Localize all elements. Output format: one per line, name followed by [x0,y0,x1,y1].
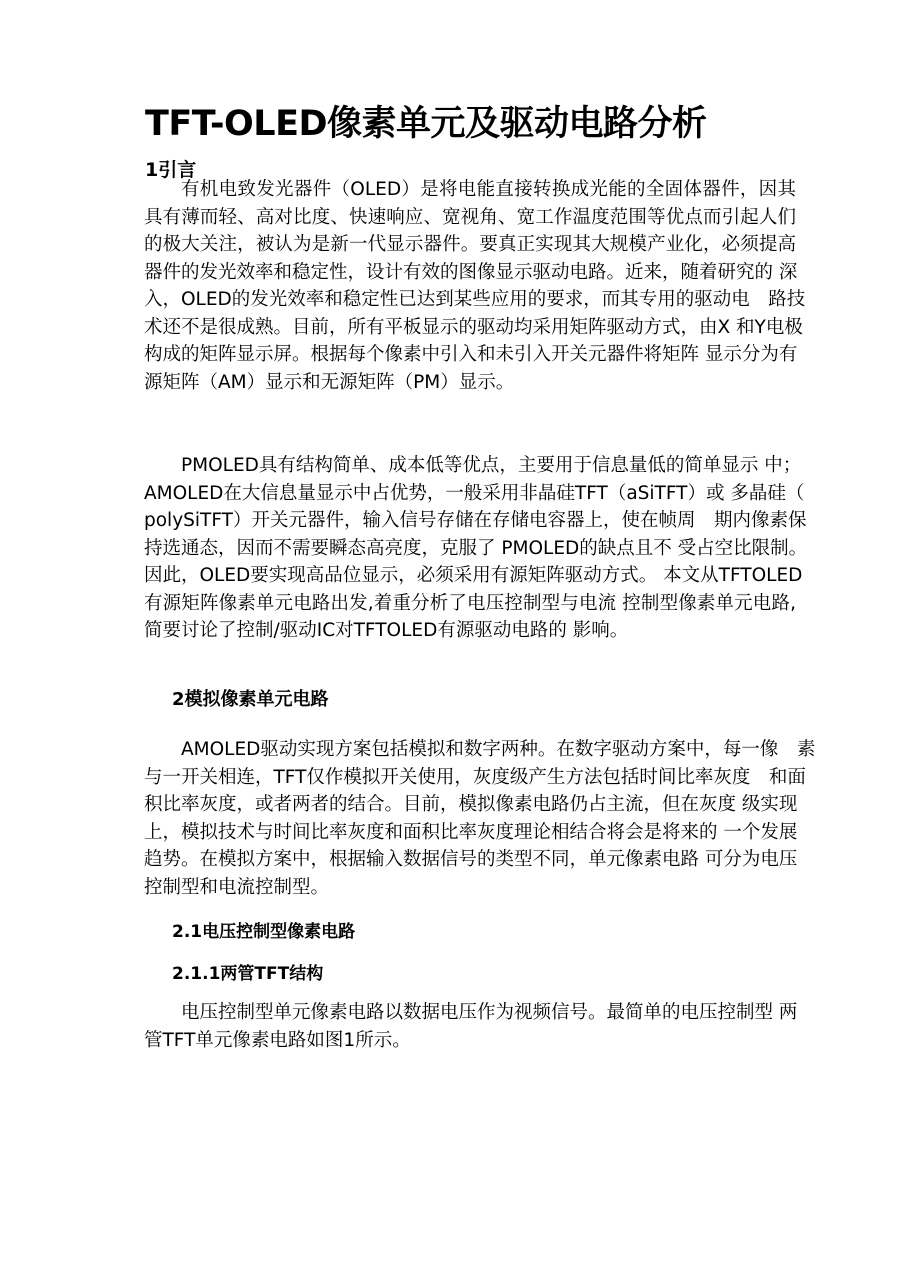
text-line: 器件的发光效率和稳定性，设计有效的图像显示驱动电路。近来，随着研究的 深 [144,261,798,283]
paragraph-4 [144,999,796,1054]
text-line: 上，模拟技术与时间比率灰度和面积比率灰度理论相结合将会是将来的 一个发展 [144,821,798,843]
text-line: 因此，OLED要实现高品位显示，必须采用有源矩阵驱动方式。 本文从TFTOLED [144,565,803,586]
heading-voltage-controlled: 2.1电压控制型像素电路 [172,922,356,942]
text-line: 入，OLED的发光效率和稳定性已达到某些应用的要求，而其专用的驱动电 路技 [144,289,806,310]
heading-introduction: 1引言 [145,159,197,181]
text-line: 简要讨论了控制/驱动IC对TFTOLED有源驱动电路的 影响。 [144,620,629,641]
text-line: 的极大关注，被认为是新一代显示器件。要真正实现其大规模产业化，必须提高 [144,234,796,255]
document-title: TFT-OLED像素单元及驱动电路分析 [145,104,707,144]
text-line: 趋势。在模拟方案中，根据输入数据信号的类型不同，单元像素电路 可分为电压 [144,849,798,870]
text-line: 有机电致发光器件（OLED）是将电能直接转换成光能的全固体器件，因其 [181,179,796,200]
text-line: 与一开关相连，TFT仅作模拟开关使用，灰度级产生方法包括时间比率灰度 和面 [144,766,806,788]
text-line: 积比率灰度，或者两者的结合。目前，模拟像素电路仍占主流，但在灰度 级实现 [144,794,798,815]
text-line: 构成的矩阵显示屏。根据每个像素中引入和未引入开关元器件将矩阵 显示分为有 [144,344,798,365]
text-line: 有源矩阵像素单元电路出发,着重分析了电压控制型与电流 控制型像素单元电路, [144,592,796,614]
heading-two-tft: 2.1.1两管TFT结构 [172,964,324,984]
text-line: 控制型和电流控制型。 [144,876,330,898]
text-line: AMOLED在大信息量显示中占优势，一般采用非晶硅TFT（aSiTFT）或 多晶硅（ [144,482,805,504]
text-line: 源矩阵（AM）显示和无源矩阵（PM）显示。 [144,371,515,393]
paragraph-2 [144,452,808,645]
paragraph-1 [144,176,806,396]
text-line: 电压控制型单元像素电路以数据电压作为视频信号。最简单的电压控制型 两 [181,1002,798,1023]
text-line: PMOLED具有结构简单、成本低等优点，主要用于信息量低的简单显示 中； [181,455,802,476]
text-line: 具有薄而轻、高对比度、快速响应、宽视角、宽工作温度范围等优点而引起人们 [144,206,796,228]
text-line: 持选通态，因而不需要瞬态高亮度，克服了 PMOLED的缺点且不 受占空比限制。 [144,537,808,559]
heading-analog-pixel-circuit: 2模拟像素单元电路 [172,689,329,710]
paragraph-3 [144,736,816,901]
text-line: polySiTFT）开关元器件，输入信号存储在存储电容器上，使在帧周 期内像素保 [144,510,807,531]
text-line: 管TFT单元像素电路如图1所示。 [144,1029,411,1051]
text-line: 术还不是很成熟。目前，所有平板显示的驱动均采用矩阵驱动方式，由X 和Y电极 [144,316,803,338]
text-line: AMOLED驱动实现方案包括模拟和数字两种。在数字驱动方案中，每一像 素 [181,739,816,760]
